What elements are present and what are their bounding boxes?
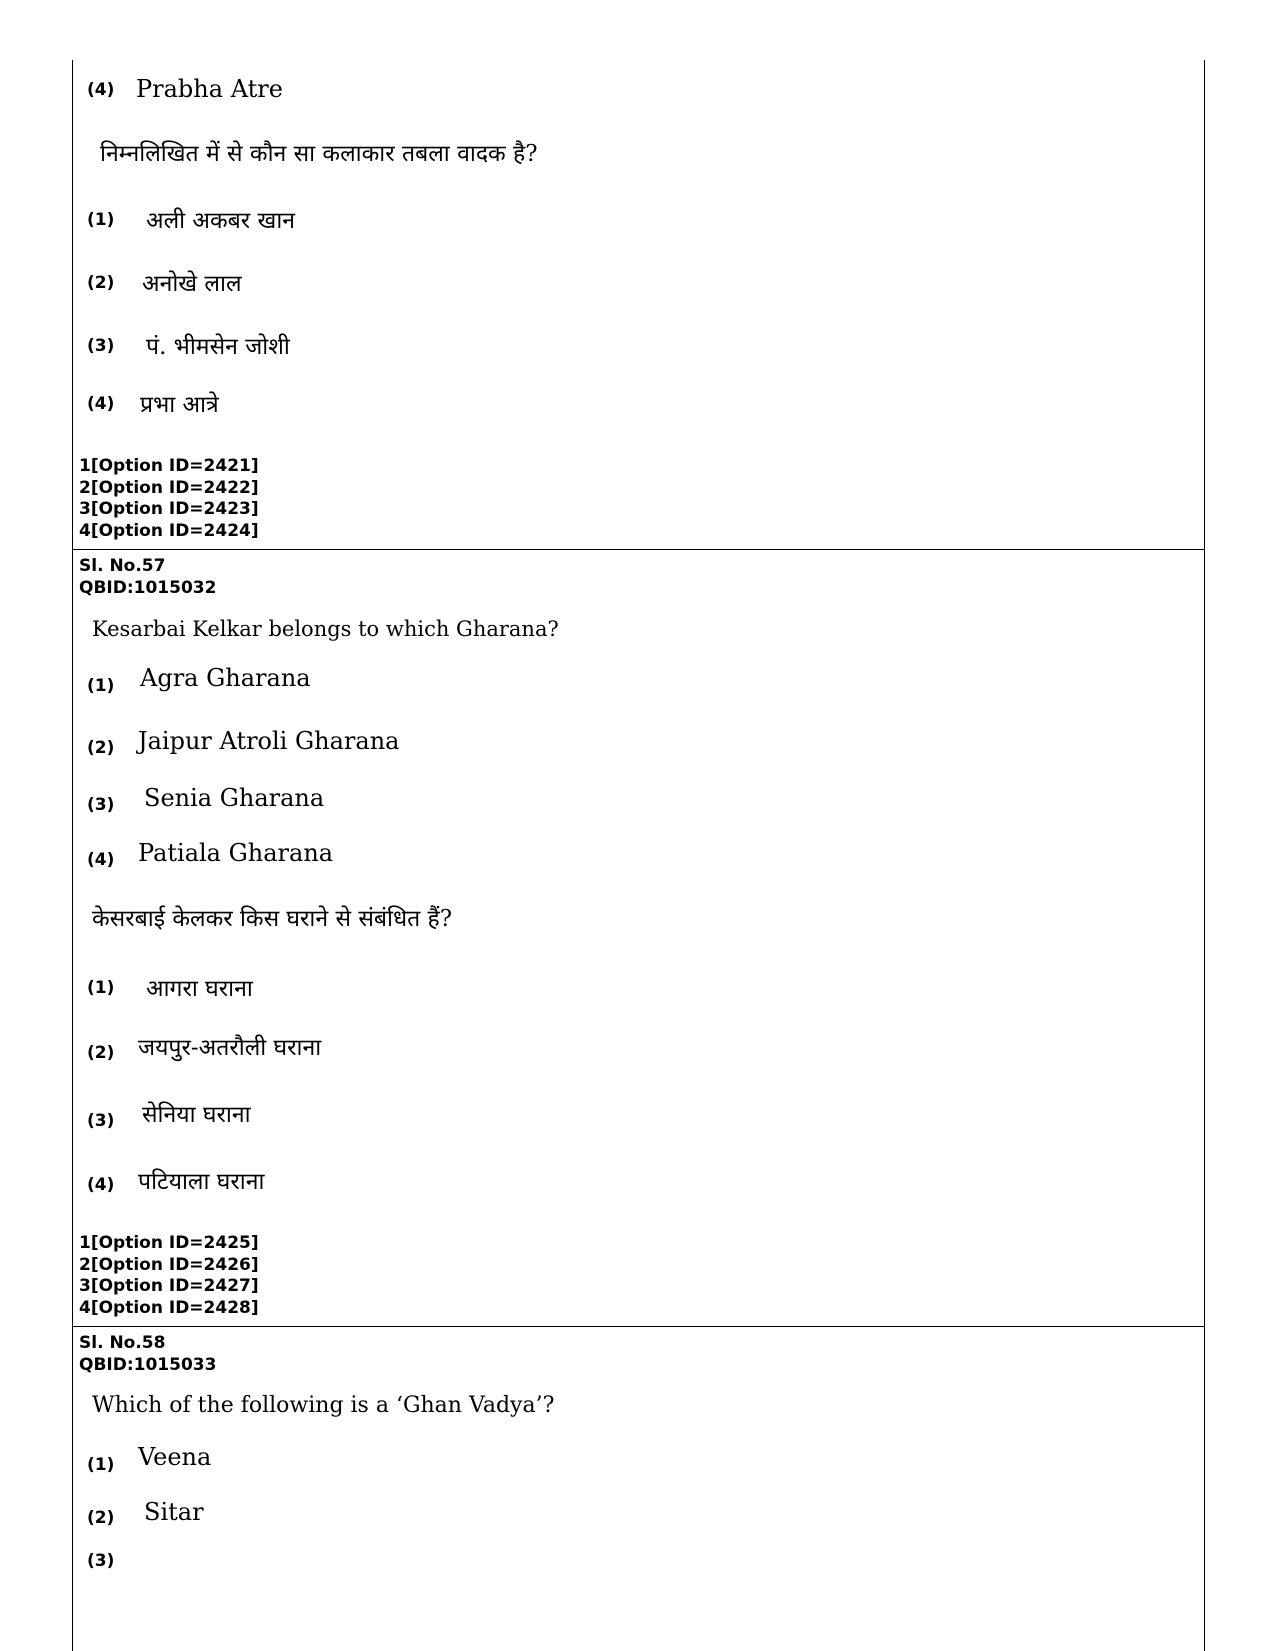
question-text-hindi: केसरबाई केलकर किस घराने से संबंधित हैं? bbox=[92, 906, 453, 932]
option-text-hindi: आगरा घराना bbox=[146, 976, 253, 1002]
option-number: (1) bbox=[87, 210, 115, 230]
option-text-hindi: प्रभा आत्रे bbox=[140, 392, 219, 418]
option-number: (3) bbox=[87, 336, 115, 356]
option-number: (1) bbox=[87, 1455, 115, 1475]
option-text-hindi: अली अकबर खान bbox=[146, 208, 296, 234]
option-id: 3[Option ID=2427] bbox=[79, 1276, 259, 1296]
option-text-hindi: पटियाला घराना bbox=[138, 1169, 265, 1195]
question-text: Kesarbai Kelkar belongs to which Gharana? bbox=[92, 617, 559, 641]
option-id: 4[Option ID=2428] bbox=[79, 1297, 259, 1318]
option-text: Prabha Atre bbox=[136, 75, 283, 103]
option-text: Agra Gharana bbox=[140, 664, 311, 692]
question-text: Which of the following is a ‘Ghan Vadya’? bbox=[92, 1393, 555, 1418]
option-text-hindi: सेनिया घराना bbox=[142, 1102, 251, 1128]
option-number: (4) bbox=[87, 1175, 115, 1195]
option-text: Jaipur Atroli Gharana bbox=[138, 727, 400, 755]
option-text: Sitar bbox=[144, 1498, 204, 1526]
option-number: (2) bbox=[87, 1043, 115, 1063]
option-text-hindi: जयपुर-अतरौली घराना bbox=[138, 1035, 322, 1061]
option-id-list bbox=[79, 456, 259, 542]
option-text-hindi: अनोखे लाल bbox=[142, 271, 242, 297]
option-number: (3) bbox=[87, 1551, 115, 1571]
qbid: QBID:1015032 bbox=[79, 577, 217, 598]
option-id: 1[Option ID=2421] bbox=[79, 456, 259, 476]
option-id: 3[Option ID=2423] bbox=[79, 499, 259, 519]
option-id: 1[Option ID=2425] bbox=[79, 1233, 259, 1253]
option-number: (1) bbox=[87, 978, 115, 998]
question-header-57 bbox=[79, 556, 216, 599]
option-number: (4) bbox=[87, 850, 115, 870]
option-number: (4) bbox=[87, 394, 115, 414]
option-number: (1) bbox=[87, 676, 115, 696]
option-text: Patiala Gharana bbox=[138, 839, 334, 867]
option-id: 2[Option ID=2426] bbox=[79, 1254, 259, 1275]
option-number: (2) bbox=[87, 738, 115, 758]
option-number: (2) bbox=[87, 1508, 115, 1528]
option-id: 4[Option ID=2424] bbox=[79, 520, 259, 541]
option-id: 2[Option ID=2422] bbox=[79, 477, 259, 498]
row-divider-q57 bbox=[72, 549, 1205, 550]
question-text-hindi: निम्नलिखित में से कौन सा कलाकार तबला वादक है? bbox=[100, 141, 538, 167]
question-header-58 bbox=[79, 1333, 216, 1376]
option-text: Veena bbox=[138, 1443, 212, 1471]
option-text: Senia Gharana bbox=[144, 784, 325, 812]
qbid: QBID:1015033 bbox=[79, 1354, 217, 1375]
option-id-list bbox=[79, 1233, 259, 1319]
option-number: (4) bbox=[87, 80, 115, 100]
option-number: (3) bbox=[87, 1111, 115, 1131]
option-text-hindi: पं. भीमसेन जोशी bbox=[146, 334, 290, 360]
option-number: (3) bbox=[87, 795, 115, 815]
option-number: (2) bbox=[87, 273, 115, 293]
serial-number: Sl. No.58 bbox=[79, 1333, 166, 1353]
row-divider-q58 bbox=[72, 1326, 1205, 1327]
serial-number: Sl. No.57 bbox=[79, 556, 166, 576]
